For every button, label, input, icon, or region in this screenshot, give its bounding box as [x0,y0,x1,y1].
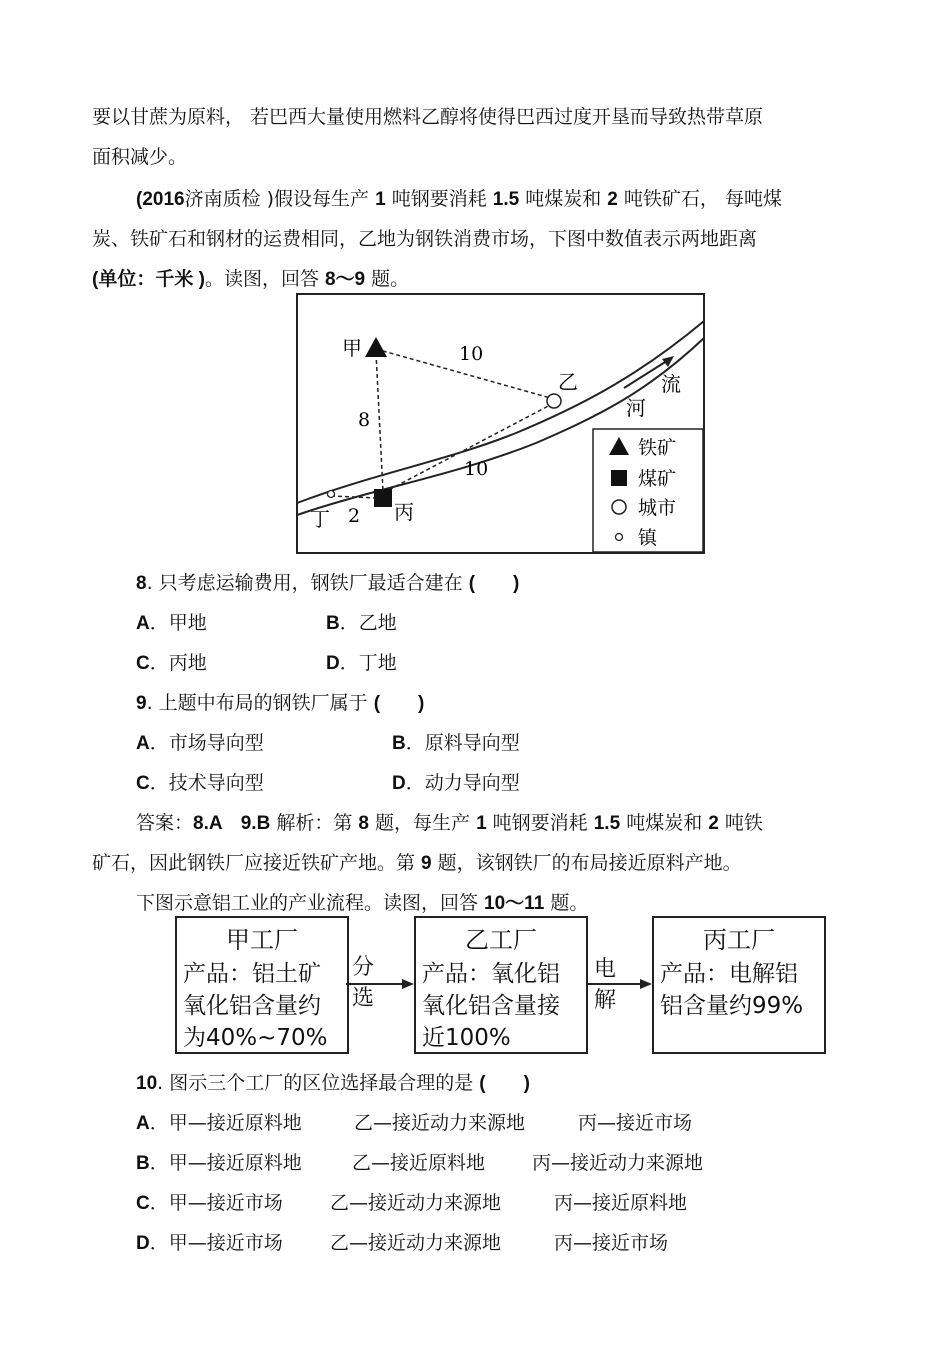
num: 2 [708,813,719,834]
option-part: 乙—接近动力来源地 [330,1192,502,1214]
text: 吨煤炭和 [519,188,608,210]
q8-stem [136,570,519,597]
question-number: 10 [136,1073,158,1094]
option-part: 乙—接近原料地 [352,1152,486,1174]
answer-blank: ( ) [468,573,520,594]
question-text: . 图示三个工厂的区位选择最合理的是 [157,1072,480,1094]
intro-text: 济南质检 )假设每生产 [184,188,376,210]
option-text: ．技术导向型 [149,772,264,794]
option-label: B [326,613,340,634]
factory-body: 产品：氧化铝 氧化铝含量接 近100% [422,961,560,1051]
option-text: ．动力导向型 [405,772,520,794]
option-part: 乙—接近动力来源地 [354,1112,526,1134]
question-text: . 上题中布局的钢铁厂属于 [146,692,374,714]
label-liu: 流 [661,372,681,396]
question-number: 9 [136,693,147,714]
option-part: ．甲—接近市场 [149,1192,283,1214]
question-number: 8 [136,573,147,594]
question-text: . 只考虑运输费用，钢铁厂最适合建在 [146,572,469,594]
arrow-2 [586,976,654,992]
answer-blank: ( ) [373,693,425,714]
intro-line-1: 要以甘蔗为原料， 若巴西大量使用燃料乙醇将使得巴西过度开垦而导致热带草原 [92,106,764,128]
answer-line-2 [92,850,742,877]
text: 吨铁矿石， 每吨煤 [617,188,782,210]
distance-jia-bing: 8 [358,409,371,431]
num: 2 [607,189,618,210]
q10-option-d [136,1230,669,1257]
option-part: 丙—接近原料地 [554,1192,688,1214]
coal-mine-square-icon [374,489,392,507]
option-text: ．甲地 [149,612,207,634]
label-jia: 甲 [342,336,362,360]
q10-option-a [136,1110,693,1137]
q9-option-a [136,730,264,757]
answer-blank: ( ) [479,1073,530,1094]
option-part: 乙—接近动力来源地 [330,1232,502,1254]
answer-line-1 [136,810,763,837]
legend-coal-icon [611,470,627,486]
num: 10～11 [484,893,545,914]
option-part: 丙—接近市场 [554,1232,669,1254]
text: 矿石，因此钢铁厂应接近铁矿产地。第 [92,852,422,874]
q9-option-d [392,770,520,797]
num: 9 [421,853,432,874]
option-label: A [136,613,150,634]
text: 。读图，回答 [204,268,325,290]
text: 吨钢要消耗 [486,812,594,834]
text: 解析：第 [270,812,359,834]
label-ding: 丁 [310,507,330,531]
factory-title: 乙工厂 [465,926,537,954]
option-part: 丙—接近动力来源地 [532,1152,704,1174]
option-label: B [392,733,406,754]
num: 1 [375,189,386,210]
text: 题，该钢铁厂的布局接近原料产地。 [431,852,742,874]
option-label: D [326,653,340,674]
q9-stem [136,690,424,717]
option-label: D [392,773,406,794]
q8-9-intro-line-1 [136,186,782,213]
distance-ding-bing: 2 [348,505,361,527]
q8-option-a [136,610,207,637]
factory-jia-box [175,916,349,1054]
city-circle-icon [547,394,561,408]
legend-iron-label: 铁矿 [638,437,677,459]
option-part: ．甲—接近原料地 [149,1112,302,1134]
factory-bing-box [652,916,826,1054]
q8-9-intro-line-3 [92,266,409,293]
text: 题，每生产 [368,812,477,834]
source-year: (2016 [136,189,185,210]
text: 题。 [544,892,589,914]
label-yi: 乙 [558,370,578,394]
text: 吨煤炭和 [620,812,709,834]
answer-8: 8.A [193,813,223,834]
legend-city-icon [612,500,626,514]
text: 吨钢要消耗 [385,188,493,210]
option-part: ．甲—接近市场 [149,1232,283,1254]
legend-city-label: 城市 [638,497,677,519]
option-text: ．市场导向型 [149,732,264,754]
factory-body: 产品：铝土矿 氧化铝含量约 为40%~70% [183,961,328,1051]
option-label: A [136,1113,150,1134]
arrow-label-electrolysis: 电解 [594,957,617,1013]
legend-coal-label: 煤矿 [638,468,677,490]
text: 题。 [365,268,410,290]
option-label: C [136,773,150,794]
option-label: C [136,1193,150,1214]
answer-9: 9.B [240,813,271,834]
q9-option-c [136,770,264,797]
num: 1 [476,813,487,834]
q8-9-intro-line-2: 炭、铁矿石和钢材的运费相同，乙地为钢铁消费市场，下图中数值表示两地距离 [92,228,758,250]
text: 下图示意铝工业的产业流程。读图，回答 [136,892,485,914]
unit-note: (单位：千米 ) [92,269,205,290]
q8-option-b [326,610,397,637]
town-small-circle-icon [328,491,335,498]
option-label: A [136,733,150,754]
option-label: B [136,1153,150,1174]
q10-option-b [136,1150,704,1177]
answer-prefix: 答案： [136,812,194,834]
q8-option-c [136,650,207,677]
num: 1.5 [593,813,621,834]
factory-title: 甲工厂 [226,926,298,954]
option-text: ．丙地 [149,652,207,674]
q9-option-b [392,730,520,757]
option-text: ．丁地 [339,652,397,674]
label-bing: 丙 [394,500,414,524]
num: 8 [358,813,369,834]
arrow-1 [346,976,416,992]
factory-yi-box [414,916,588,1054]
text: 吨铁 [718,812,763,834]
distance-bing-yi: 10 [464,458,489,480]
factory-title: 丙工厂 [703,926,775,954]
arrow-label-sorting: 分选 [352,955,375,1011]
q10-11-intro [136,890,588,917]
legend-town-label: 镇 [638,527,658,549]
factory-body: 产品：电解铝 铝含量约99% [660,961,804,1019]
q10-stem [136,1070,530,1097]
distance-jia-yi: 10 [459,343,484,365]
legend-town-icon [616,534,623,541]
option-label: D [136,1233,150,1254]
location-map [296,293,706,555]
option-part: 丙—接近市场 [578,1112,693,1134]
label-he: 河 [626,396,646,420]
q8-option-d [326,650,397,677]
option-text: ．原料导向型 [405,732,520,754]
option-label: C [136,653,150,674]
num: 1.5 [492,189,520,210]
intro-line-2: 面积减少。 [92,146,188,168]
num: 8～9 [324,269,366,290]
q10-option-c [136,1190,688,1217]
option-part: ．甲—接近原料地 [149,1152,302,1174]
option-text: ．乙地 [339,612,397,634]
